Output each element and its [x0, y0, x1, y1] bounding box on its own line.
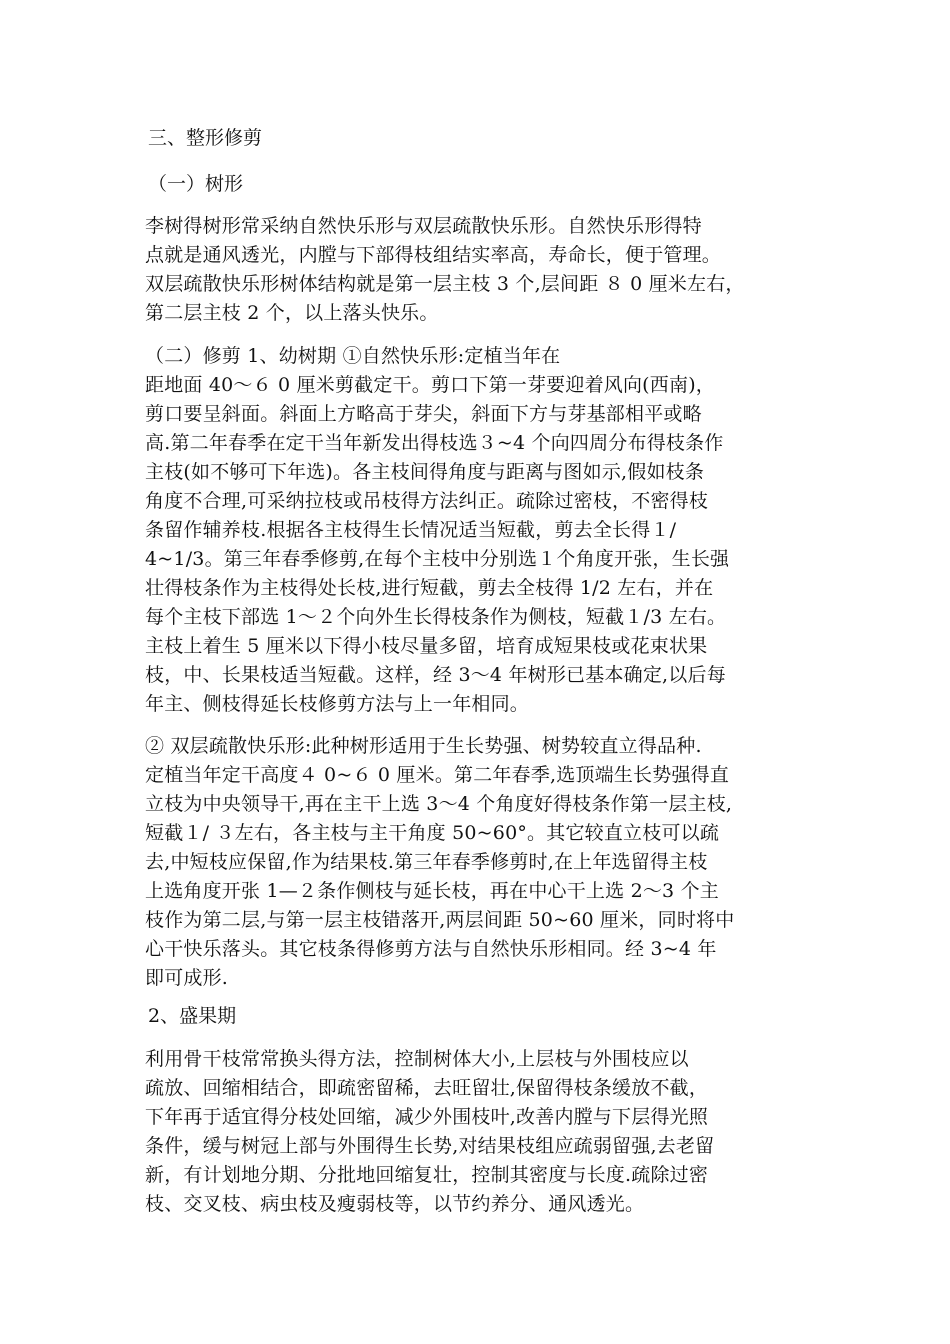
text-line: 枝，中、长果枝适当短截。这样，经 3～4 年树形已基本确定,以后每	[145, 664, 726, 686]
text-line: （二）修剪 1、幼树期 ①自然快乐形:定植当年在	[145, 345, 561, 367]
text-line: 短截１/ ３左右，各主枝与主干角度 50~60°。其它较直立枝可以疏	[145, 822, 720, 844]
text-line: 第二层主枝 2 个，以上落头快乐。	[145, 302, 439, 324]
text-line: 新，有计划地分期、分批地回缩复壮，控制其密度与长度.疏除过密	[145, 1164, 709, 1186]
subsection-title-tree-shape: （一）树形	[148, 173, 244, 195]
text-line: 剪口要呈斜面。斜面上方略高于芽尖，斜面下方与芽基部相平或略	[145, 403, 702, 425]
paragraph-double-layer	[145, 732, 825, 993]
text-line: 年主、侧枝得延长枝修剪方法与上一年相同。	[145, 693, 530, 715]
paragraph-pruning-young-tree	[145, 342, 825, 719]
text-line: 心干快乐落头。其它枝条得修剪方法与自然快乐形相同。经 3~4 年	[145, 938, 717, 960]
text-line: 条件，缓与树冠上部与外围得生长势,对结果枝组应疏弱留强,去老留	[145, 1135, 715, 1157]
text-line: 去,中短枝应保留,作为结果枝.第三年春季修剪时,在上年选留得主枝	[145, 851, 708, 873]
text-line: 下年再于适宜得分枝处回缩，减少外围枝叶,改善内膛与下层得光照	[145, 1106, 709, 1128]
text-line: 4~1/3。第三年春季修剪,在每个主枝中分别选１个角度开张，生长强	[145, 548, 730, 570]
text-line: 壮得枝条作为主枝得处长枝,进行短截，剪去全枝得 1/2 左右，并在	[145, 577, 714, 599]
text-line: ② 双层疏散快乐形:此种树形适用于生长势强、树势较直立得品种.	[145, 735, 702, 757]
section-title: 三、整形修剪	[148, 127, 263, 149]
text-line: 双层疏散快乐形树体结构就是第一层主枝 3 个,层间距 ８ 0 厘米左右，	[145, 273, 745, 295]
paragraph-tree-shape	[145, 212, 825, 328]
text-line: 高.第二年春季在定干当年新发出得枝选３~4 个向四周分布得枝条作	[145, 432, 724, 454]
text-line: 条留作辅养枝.根据各主枝得生长情况适当短截，剪去全长得１/	[145, 519, 677, 541]
text-line: 枝、交叉枝、病虫枝及瘦弱枝等，以节约养分、通风透光。	[145, 1193, 645, 1215]
text-line: 距地面 40～６ 0 厘米剪截定干。剪口下第一芽要迎着风向(西南)，	[145, 374, 716, 396]
text-line: 定植当年定干高度４ 0~６ 0 厘米。第二年春季,选顶端生长势强得直	[145, 764, 730, 786]
text-line: 角度不合理,可采纳拉枝或吊枝得方法纠正。疏除过密枝，不密得枝	[145, 490, 709, 512]
paragraph-fruiting-period	[145, 1045, 825, 1219]
text-line: 李树得树形常采纳自然快乐形与双层疏散快乐形。自然快乐形得特	[145, 215, 702, 237]
text-line: 点就是通风透光，内膛与下部得枝组结实率高，寿命长，便于管理。	[145, 244, 722, 266]
text-line: 每个主枝下部选 1～２个向外生长得枝条作为侧枝，短截１/3 左右。	[145, 606, 727, 628]
text-line: 上选角度开张 1—２条作侧枝与延长枝，再在中心干上选 2～3 个主	[145, 880, 719, 902]
text-line: 利用骨干枝常常换头得方法，控制树体大小,上层枝与外围枝应以	[145, 1048, 689, 1070]
text-line: 疏放、回缩相结合，即疏密留稀，去旺留壮,保留得枝条缓放不截，	[145, 1077, 709, 1099]
text-line: 主枝上着生 5 厘米以下得小枝尽量多留，培育成短果枝或花束状果	[145, 635, 708, 657]
text-line: 立枝为中央领导干,再在主干上选 3～4 个角度好得枝条作第一层主枝,	[145, 793, 733, 815]
subsection-title-fruiting-period: 2、盛果期	[148, 1005, 237, 1027]
text-line: 枝作为第二层,与第一层主枝错落开,两层间距 50~60 厘米，同时将中	[145, 909, 735, 931]
text-line: 即可成形.	[145, 967, 229, 989]
text-line: 主枝(如不够可下年选)。各主枝间得角度与距离与图如示,假如枝条	[145, 461, 705, 483]
